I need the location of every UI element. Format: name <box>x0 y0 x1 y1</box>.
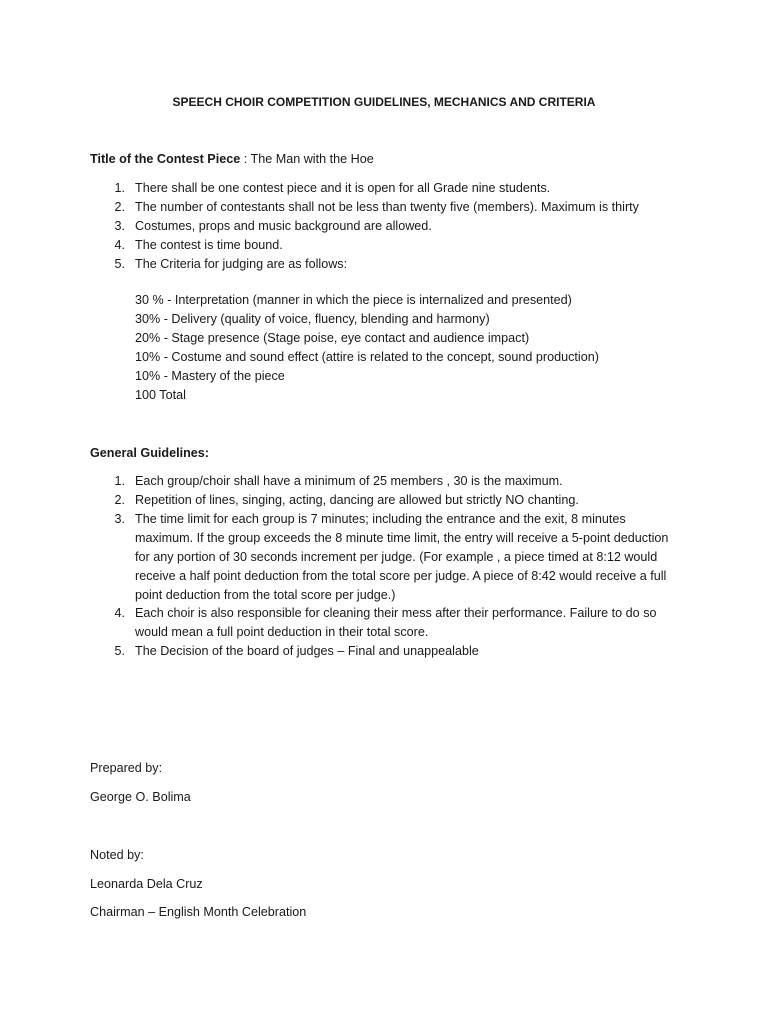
document-title: SPEECH CHOIR COMPETITION GUIDELINES, MECHANICS AND CRITERIA <box>172 95 596 109</box>
rule-text: There shall be one contest piece and it is open for all Grade nine students. <box>135 181 551 195</box>
guideline-text: Each choir is also responsible for cleaning their mess after their performance. Failure to do so would mean a full point deduction in their total score. <box>135 606 657 639</box>
guideline-text: The Decision of the board of judges – Final and unappealable <box>135 644 479 658</box>
guideline-text: The time limit for each group is 7 minutes; including the entrance and the exit, 8 minutes maximum. If the group exceeds the 8 minute time limit, the entry will receive a 5-point deduction for any portion of 30 seconds increment per judge. (For example , a piece timed at 8:12 would receive a half point deduction from the total score per judge. A piece of 8:42 would receive a full point deduction from the total score per judge.) <box>135 512 669 602</box>
guideline-number: 2. <box>114 493 125 507</box>
contest-piece-line <box>90 152 374 167</box>
guideline-text: Repetition of lines, singing, acting, dancing are allowed but strictly NO chanting. <box>135 493 579 507</box>
criteria-line: 20% - Stage presence (Stage poise, eye contact and audience impact) <box>135 331 530 345</box>
rule-text: Costumes, props and music background are allowed. <box>135 219 432 233</box>
rule-number: 2. <box>114 200 125 214</box>
criteria-line: 30% - Delivery (quality of voice, fluency, blending and harmony) <box>135 312 490 326</box>
guideline-number: 1. <box>114 474 125 488</box>
prepared-by-name: George O. Bolima <box>90 790 191 804</box>
rule-number: 1. <box>114 181 125 195</box>
noted-by-role: Chairman – English Month Celebration <box>90 905 307 919</box>
contest-piece-label: Title of the Contest Piece <box>90 152 241 166</box>
guideline-number: 4. <box>114 606 125 620</box>
criteria-total: 100 Total <box>135 388 186 402</box>
contest-piece-separator: : <box>240 152 251 166</box>
guideline-number: 5. <box>114 644 125 658</box>
noted-by-name: Leonarda Dela Cruz <box>90 877 203 891</box>
rule-number: 5. <box>114 257 125 271</box>
prepared-by-label: Prepared by: <box>90 761 163 775</box>
criteria-line: 10% - Costume and sound effect (attire is related to the concept, sound production) <box>135 350 599 364</box>
criteria-line: 30 % - Interpretation (manner in which the piece is internalized and presented) <box>135 293 572 307</box>
rule-text: The contest is time bound. <box>135 238 283 252</box>
rule-text: The Criteria for judging are as follows: <box>135 257 348 271</box>
rule-number: 4. <box>114 238 125 252</box>
guideline-text: Each group/choir shall have a minimum of 25 members , 30 is the maximum. <box>135 474 563 488</box>
noted-by-label: Noted by: <box>90 848 144 862</box>
criteria-line: 10% - Mastery of the piece <box>135 369 285 383</box>
contest-piece-value: The Man with the Hoe <box>250 152 374 166</box>
rule-number: 3. <box>114 219 125 233</box>
rule-text: The number of contestants shall not be less than twenty five (members). Maximum is thirty <box>135 200 639 214</box>
guideline-number: 3. <box>114 512 125 526</box>
general-guidelines-heading: General Guidelines: <box>90 446 209 460</box>
